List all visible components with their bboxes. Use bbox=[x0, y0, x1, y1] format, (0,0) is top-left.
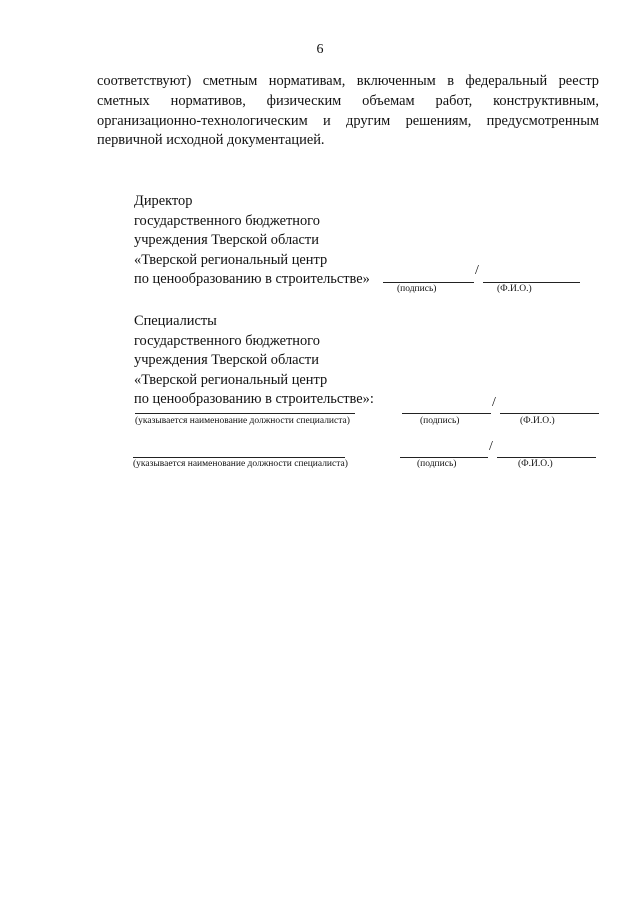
director-name-line[interactable] bbox=[483, 282, 580, 283]
specialists-block bbox=[134, 312, 374, 410]
director-org-line: «Тверской региональный центр bbox=[134, 251, 328, 268]
director-signature-caption: (подпись) bbox=[397, 284, 437, 294]
director-org-line: государственного бюджетного bbox=[134, 212, 320, 229]
specialists-org-line: по ценообразованию в строительстве»: bbox=[134, 391, 374, 408]
specialist-position-caption: (указывается наименование должности специалиста) bbox=[133, 459, 348, 469]
director-org-line: учреждения Тверской области bbox=[134, 232, 319, 249]
director-name-caption: (Ф.И.О.) bbox=[497, 284, 532, 294]
specialist-name-caption: (Ф.И.О.) bbox=[518, 459, 553, 469]
body-line: сметных нормативов, физическим объемам работ, конструктивным, bbox=[97, 92, 599, 109]
specialists-org-line: государственного бюджетного bbox=[134, 332, 320, 349]
director-title: Директор bbox=[134, 193, 193, 209]
specialists-org-line: учреждения Тверской области bbox=[134, 352, 319, 369]
director-org-line: по ценообразованию в строительстве» bbox=[134, 271, 370, 288]
specialists-title: Специалисты bbox=[134, 313, 217, 329]
specialist-name-line[interactable] bbox=[500, 413, 599, 414]
specialists-org-line: «Тверской региональный центр bbox=[134, 371, 328, 388]
specialist-position-line[interactable] bbox=[135, 413, 355, 414]
specialist-slash: / bbox=[489, 439, 493, 454]
specialist-signature-caption: (подпись) bbox=[420, 416, 460, 426]
body-paragraph bbox=[97, 72, 599, 151]
director-signature-line[interactable] bbox=[383, 282, 474, 283]
director-block bbox=[134, 192, 370, 290]
director-slash: / bbox=[475, 263, 479, 278]
body-line: организационно-технологическим и другим решениям, предусмотренным bbox=[97, 112, 599, 129]
specialist-signature-line[interactable] bbox=[402, 413, 491, 414]
specialist-position-line[interactable] bbox=[133, 457, 345, 458]
specialist-signature-line[interactable] bbox=[400, 457, 488, 458]
body-line: первичной исходной документацией. bbox=[97, 132, 325, 149]
specialist-slash: / bbox=[492, 395, 496, 410]
specialist-signature-caption: (подпись) bbox=[417, 459, 457, 469]
specialist-position-caption: (указывается наименование должности специалиста) bbox=[135, 416, 350, 426]
page-number: 6 bbox=[316, 42, 324, 57]
body-line: соответствуют) сметным нормативам, включенным в федеральный реестр bbox=[97, 73, 599, 89]
specialist-name-line[interactable] bbox=[497, 457, 596, 458]
specialist-name-caption: (Ф.И.О.) bbox=[520, 416, 555, 426]
